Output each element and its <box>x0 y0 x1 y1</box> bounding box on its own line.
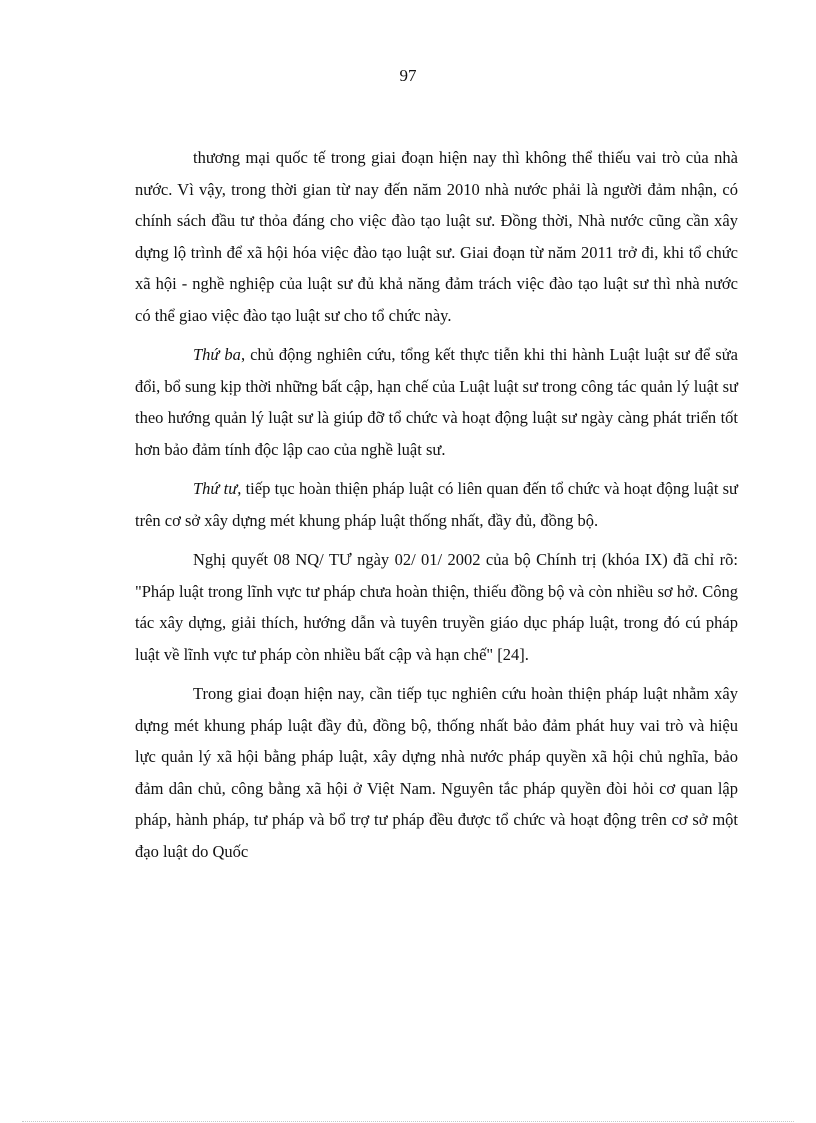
paragraph-text: , tiếp tục hoàn thiện pháp luật có liên quan đến tổ chức và hoạt động luật sư trên cơ sở xây dựng mét khung pháp luật thống nhất, đầy đủ, đồng bộ. <box>135 479 738 530</box>
paragraph-thu-ba <box>135 339 738 465</box>
paragraph-continuation <box>135 142 738 331</box>
paragraph-text: Nghị quyết 08 NQ/ TƯ ngày 02/ 01/ 2002 của bộ Chính trị (khóa IX) đã chỉ rõ: "Pháp luật trong lĩnh vực tư pháp chưa hoàn thiện, thiếu đồng bộ và còn nhiều sơ hở. Công tác xây dựng, giải thích, hướng dẫn và tuyên truyền giáo dục pháp luật, trong đó cú pháp luật về lĩnh vực tư pháp còn nhiều bất cập và hạn chế" [24]. <box>135 550 738 664</box>
paragraph-lead-italic: Thứ tư <box>193 479 238 498</box>
paragraph-text: , chủ động nghiên cứu, tổng kết thực tiễn khi thi hành Luật luật sư để sửa đổi, bổ sung kịp thời những bất cập, hạn chế của Luật luật sư trong công tác quản lý luật sư theo hướng quản lý luật sư là giúp đỡ tổ chức và hoạt động luật sư ngày càng phát triển tốt hơn bảo đảm tính độc lập cao của nghề luật sư. <box>135 345 738 459</box>
paragraph-current-period <box>135 678 738 867</box>
paragraph-thu-tu <box>135 473 738 536</box>
page-bottom-dotted-rule <box>22 1121 794 1122</box>
paragraph-text: Trong giai đoạn hiện nay, cần tiếp tục nghiên cứu hoàn thiện pháp luật nhằm xây dựng mét khung pháp luật đầy đủ, đồng bộ, thống nhất bảo đảm phát huy vai trò và hiệu lực quản lý xã hội bằng pháp luật, xây dựng nhà nước pháp quyền xã hội chủ nghĩa, bảo đảm dân chủ, công bằng xã hội ở Việt Nam. Nguyên tắc pháp quyền đòi hỏi cơ quan lập pháp, hành pháp, tư pháp và bổ trợ tư pháp đều được tổ chức và hoạt động trên cơ sở một đạo luật do Quốc <box>135 684 738 861</box>
document-body <box>135 142 738 875</box>
page-number: 97 <box>399 66 417 85</box>
paragraph-text: thương mại quốc tế trong giai đoạn hiện nay thì không thể thiếu vai trò của nhà nước. Vì vậy, trong thời gian từ nay đến năm 2010 nhà nước phải là người đảm nhận, có chính sách đầu tư thỏa đáng cho việc đào tạo luật sư. Đồng thời, Nhà nước cũng cần xây dựng lộ trình để xã hội hóa việc đào tạo luật sư. Giai đoạn từ năm 2011 trở đi, khi tổ chức xã hội - nghề nghiệp của luật sư đủ khả năng đảm trách việc đào tạo luật sư thì nhà nước có thể giao việc đào tạo luật sư cho tổ chức này. <box>135 148 738 325</box>
paragraph-resolution-quote <box>135 544 738 670</box>
paragraph-lead-italic: Thứ ba <box>193 345 241 364</box>
